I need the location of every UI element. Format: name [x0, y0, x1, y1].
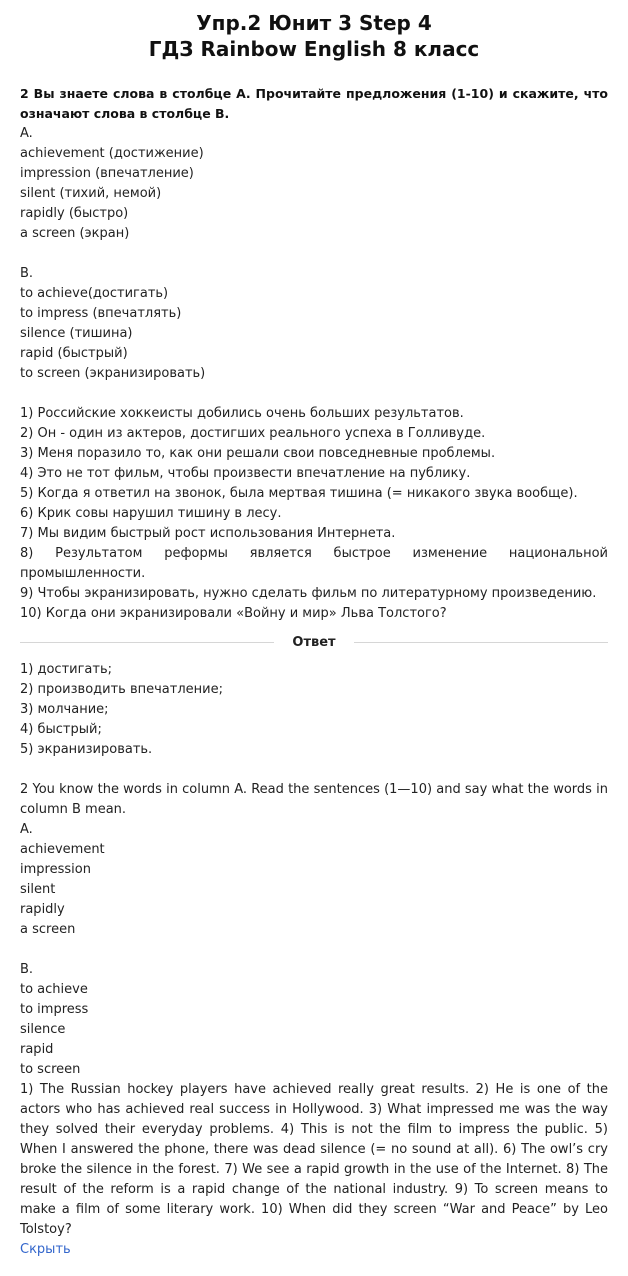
- word-list-item: rapidly (быстро): [20, 206, 129, 221]
- word-list-item: to screen (экранизировать): [20, 366, 206, 381]
- sentences-en: 1) The Russian hockey players have achieved really great results. 2) He is one of the actors who has achieved real success in Hollywood. 3) What impressed me was the way they solved their everyday problems. 4) This is not the film to impress the public. 5) When I answered the phone, there was dead silence (= no sound at all). 6) The owl’s cry broke the silence in the forest. 7) We see a rapid growth in the use of the Internet. 8) The result of the reform is a rapid change of the national industry. 9) To screen means to make a film of some literary work. 10) When did they screen “War and Peace” by Leo Tolstoy?: [20, 1082, 608, 1237]
- word-list-item: silence (тишина): [20, 326, 133, 341]
- sentence-ru: 4) Это не тот фильм, чтобы произвести впечатление на публику.: [20, 466, 471, 481]
- answer-item: 2) производить впечатление;: [20, 682, 223, 697]
- task-prompt-ru: 2 Вы знаете слова в столбце А. Прочитайте предложения (1-10) и скажите, что означают слова в столбце В.: [20, 86, 608, 121]
- column-b-label-ru: B.: [20, 266, 34, 281]
- answer-item: 4) быстрый;: [20, 722, 102, 737]
- task-prompt-en: 2 You know the words in column A. Read the sentences (1—10) and say what the words in column B mean.: [20, 782, 608, 817]
- word-list-item: to screen: [20, 1062, 81, 1077]
- sentence-ru: 3) Меня поразило то, как они решали свои повседневные проблемы.: [20, 446, 496, 461]
- column-b-label-en: B.: [20, 962, 34, 977]
- word-list-item: to achieve(достигать): [20, 286, 169, 301]
- column-a-label-en: A.: [20, 822, 33, 837]
- word-list-item: silent (тихий, немой): [20, 186, 162, 201]
- exercise-content: [0, 84, 628, 1260]
- title-line-2: ГДЗ Rainbow English 8 класс: [148, 37, 480, 61]
- word-list-item: achievement: [20, 842, 105, 857]
- answer-item: 3) молчание;: [20, 702, 109, 717]
- word-list-item: silent: [20, 882, 56, 897]
- answer-divider: [20, 630, 608, 654]
- word-list-item: achievement (достижение): [20, 146, 204, 161]
- word-list-item: impression (впечатление): [20, 166, 194, 181]
- sentence-ru: 9) Чтобы экранизировать, нужно сделать фильм по литературному произведению.: [20, 586, 597, 601]
- divider-rule-left: [20, 642, 274, 643]
- word-list-item: a screen (экран): [20, 226, 130, 241]
- sentence-ru: 8) Результатом реформы является быстрое изменение национальной промышленности.: [20, 546, 608, 581]
- answer-item: 1) достигать;: [20, 662, 112, 677]
- word-list-item: impression: [20, 862, 91, 877]
- page-title: [0, 0, 628, 62]
- sentence-ru: 2) Он - один из актеров, достигших реального успеха в Голливуде.: [20, 426, 486, 441]
- sentence-ru: 5) Когда я ответил на звонок, была мертвая тишина (= никакого звука вообще).: [20, 486, 578, 501]
- word-list-item: rapidly: [20, 902, 65, 917]
- word-list-item: a screen: [20, 922, 76, 937]
- answer-item: 5) экранизировать.: [20, 742, 153, 757]
- answer-heading: Ответ: [292, 634, 336, 650]
- word-list-item: to impress (впечатлять): [20, 306, 182, 321]
- sentence-ru: 1) Российские хоккеисты добились очень больших результатов.: [20, 406, 464, 421]
- divider-rule-right: [354, 642, 608, 643]
- word-list-item: rapid: [20, 1042, 54, 1057]
- title-line-1: Упр.2 Юнит 3 Step 4: [196, 11, 432, 35]
- word-list-item: silence: [20, 1022, 66, 1037]
- hide-link[interactable]: Скрыть: [20, 1242, 71, 1257]
- sentence-ru: 6) Крик совы нарушил тишину в лесу.: [20, 506, 282, 521]
- word-list-item: to impress: [20, 1002, 89, 1017]
- column-a-label-ru: A.: [20, 126, 33, 141]
- sentence-ru: 7) Мы видим быстрый рост использования Интернета.: [20, 526, 396, 541]
- sentence-ru: 10) Когда они экранизировали «Войну и мир» Льва Толстого?: [20, 606, 447, 621]
- word-list-item: to achieve: [20, 982, 88, 997]
- word-list-item: rapid (быстрый): [20, 346, 128, 361]
